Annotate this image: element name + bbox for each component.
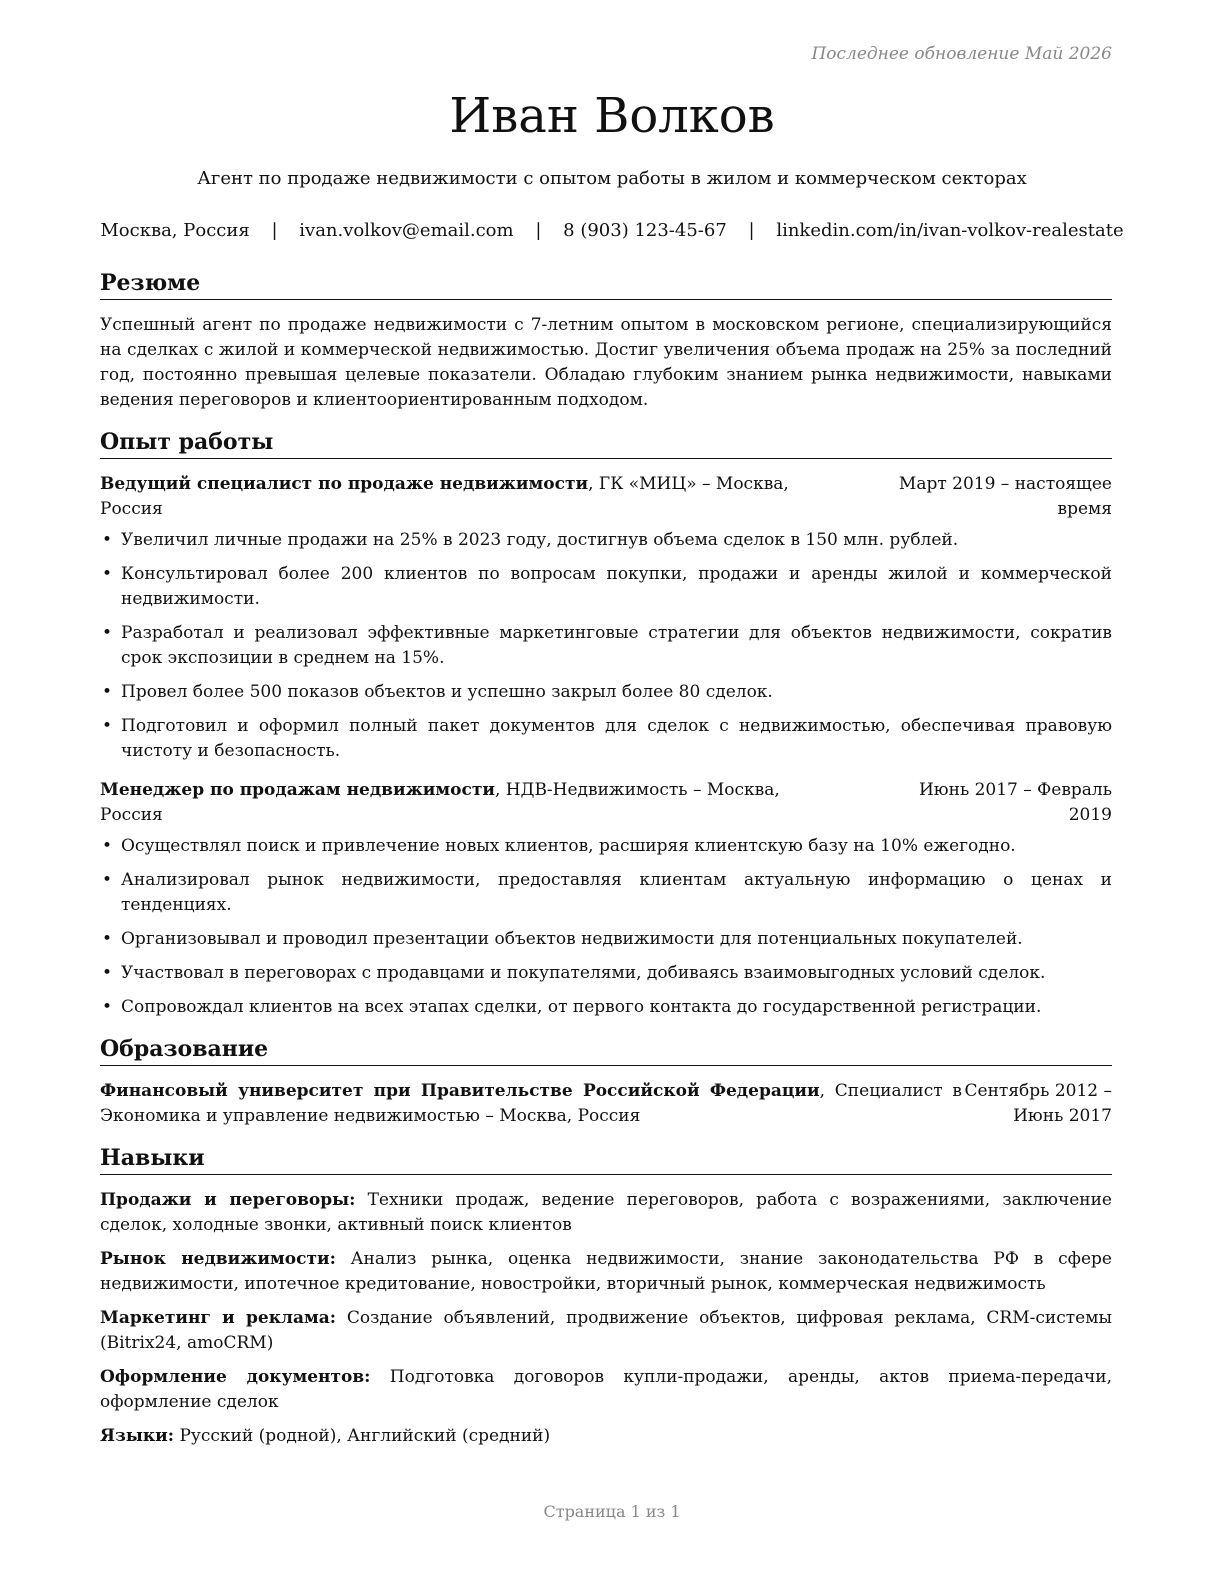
list-item: • Консультировал более 200 клиентов по вопросам покупки, продажи и аренды жилой и коммерческой недвижимости. [100, 562, 1112, 612]
job-entry [100, 778, 1112, 1020]
contact-separator: | [748, 220, 755, 241]
resume-content [100, 268, 1112, 1463]
skills-section [100, 1143, 1112, 1449]
section-title-experience: Опыт работы [100, 427, 1112, 459]
list-item: • Организовывал и проводил презентации объектов недвижимости для потенциальных покупателей. [100, 927, 1112, 952]
contact-phone[interactable]: 8 (903) 123-45-67 [563, 220, 727, 241]
skill-label: Продажи и переговоры: [100, 1190, 356, 1210]
job-bullets [100, 834, 1112, 1020]
education-school: Финансовый университет при Правительстве Российской Федерации [100, 1081, 820, 1101]
job-company: , ГК «МИЦ» – Москва, Россия [100, 474, 789, 519]
page-number: Страница 1 из 1 [543, 1502, 681, 1521]
job-header [100, 778, 1112, 828]
skill-label: Языки: [100, 1426, 175, 1446]
skill-text: Техники продаж, ведение переговоров, работа с возражениями, заключение сделок, холодные звонки, активный поиск клиентов [100, 1190, 1112, 1235]
contact-location: Москва, Россия [100, 220, 250, 241]
job-role: Менеджер по продажам недвижимости [100, 780, 495, 800]
candidate-name: Иван Волков [449, 88, 775, 144]
job-role: Ведущий специалист по продаже недвижимости [100, 474, 589, 494]
job-title-line [100, 778, 877, 828]
list-item: • Участвовал в переговорах с продавцами и покупателями, добиваясь взаимовыгодных условий сделок. [100, 961, 1112, 986]
skill-label: Рынок недвижимости: [100, 1249, 336, 1269]
job-bullets [100, 528, 1112, 764]
experience-section [100, 427, 1112, 1020]
skill-item [100, 1306, 1112, 1356]
summary-section [100, 268, 1112, 413]
section-title-summary: Резюме [100, 268, 1112, 300]
job-dates: Июнь 2017 – Февраль 2019 [918, 780, 1112, 825]
skill-label: Оформление документов: [100, 1367, 371, 1387]
education-entry [100, 1079, 1112, 1129]
summary-text: Успешный агент по продаже недвижимости с 7-летним опытом в московском регионе, специализирующийся на сделках с жилой и коммерческой недвижимостью. Достиг увеличения объема продаж на 25% за последний год, постоянно превышая целевые показатели. Обладаю глубоким знанием рынка недвижимости, навыками ведения переговоров и клиентоориентированным подходом. [100, 315, 1112, 410]
job-title-line [100, 472, 877, 522]
section-title-education: Образование [100, 1034, 1112, 1066]
contact-linkedin[interactable]: linkedin.com/in/ivan-volkov-realestate [776, 220, 1124, 241]
list-item: • Осуществлял поиск и привлечение новых клиентов, расширяя клиентскую базу на 10% ежегодно. [100, 834, 1112, 859]
education-section [100, 1034, 1112, 1129]
job-company: , НДВ-Недвижимость – Москва, Россия [100, 780, 780, 825]
skill-text: Подготовка договоров купли-продажи, аренды, актов приема-передачи, оформление сделок [100, 1367, 1112, 1412]
skill-text: Русский (родной), Английский (средний) [174, 1426, 551, 1446]
education-line [100, 1079, 962, 1129]
skill-item [100, 1365, 1112, 1415]
job-dates: Март 2019 – настоящее время [898, 474, 1112, 519]
skill-label: Маркетинг и реклама: [100, 1308, 337, 1328]
last-updated: Последнее обновление Май 2026 [811, 44, 1112, 64]
education-dates: Сентябрь 2012 – Июнь 2017 [964, 1081, 1112, 1126]
contact-separator: | [535, 220, 542, 241]
list-item: • Увеличил личные продажи на 25% в 2023 году, достигнув объема сделок в 150 млн. рублей. [100, 528, 1112, 553]
tagline: Агент по продаже недвижимости с опытом работы в жилом и коммерческом секторах [197, 168, 1027, 189]
skill-text: Анализ рынка, оценка недвижимости, знание законодательства РФ в сфере недвижимости, ипотечное кредитование, новостройки, вторичный рынок, коммерческая недвижимость [100, 1249, 1112, 1294]
contact-separator: | [271, 220, 278, 241]
skill-text: Создание объявлений, продвижение объектов, цифровая реклама, CRM-системы (Bitrix24, amoCRM) [100, 1308, 1112, 1353]
list-item: • Сопровождал клиентов на всех этапах сделки, от первого контакта до государственной регистрации. [100, 995, 1112, 1020]
list-item: • Провел более 500 показов объектов и успешно закрыл более 80 сделок. [100, 680, 1112, 705]
job-header [100, 472, 1112, 522]
list-item: • Подготовил и оформил полный пакет документов для сделок с недвижимостью, обеспечивая правовую чистоту и безопасность. [100, 714, 1112, 764]
job-entry [100, 472, 1112, 764]
education-details: , Специалист в Экономика и управление недвижимостью – Москва, Россия [100, 1081, 963, 1126]
list-item: • Разработал и реализовал эффективные маркетинговые стратегии для объектов недвижимости, сократив срок экспозиции в среднем на 15%. [100, 621, 1112, 671]
skill-item [100, 1424, 1112, 1449]
skill-item [100, 1188, 1112, 1238]
contact-line [0, 220, 1224, 241]
list-item: • Анализировал рынок недвижимости, предоставляя клиентам актуальную информацию о ценах и тенденциях. [100, 868, 1112, 918]
section-title-skills: Навыки [100, 1143, 1112, 1175]
contact-email[interactable]: ivan.volkov@email.com [299, 220, 514, 241]
skill-item [100, 1247, 1112, 1297]
